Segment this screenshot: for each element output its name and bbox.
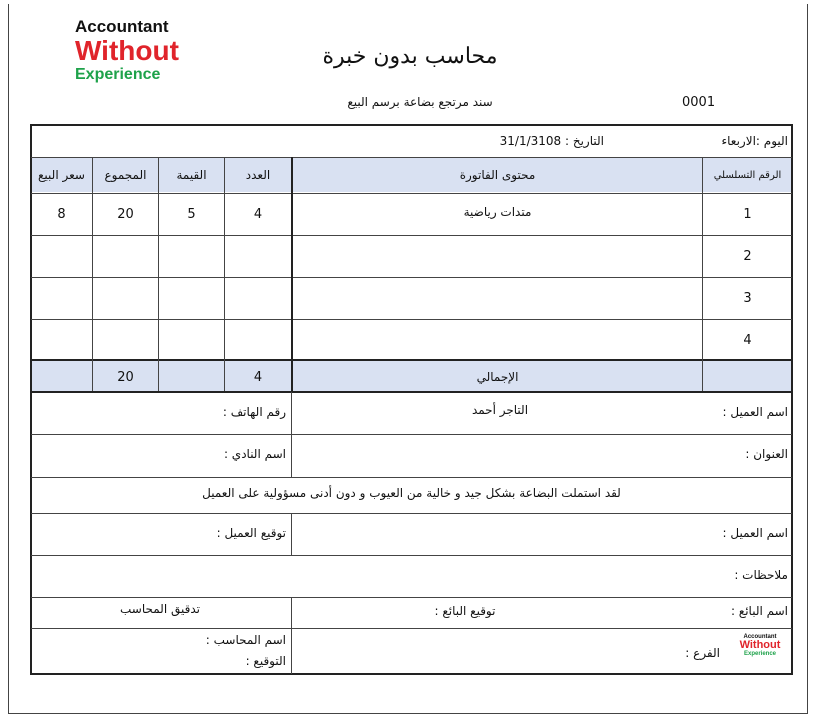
logo-line-1: Accountant (75, 17, 169, 36)
footer-logo-line-3: Experience (743, 651, 777, 657)
row1-total: 20 (117, 207, 134, 222)
date-label: التاريخ : 31/1/3108 (499, 134, 604, 148)
club-label: اسم النادي : (223, 447, 286, 461)
footer-logo-line-2: Without (739, 639, 781, 651)
branch-label: الفرع : (685, 646, 720, 660)
header-content: محتوى الفاتورة (459, 168, 536, 182)
totals-total: 20 (117, 370, 134, 385)
logo-line-3: Experience (75, 66, 161, 83)
footer-logo-line-1: Accountant (743, 634, 777, 640)
row1-serial: 1 (743, 207, 752, 222)
totals-label: الإجمالي (476, 370, 519, 384)
row1-content: متدات رياضية (463, 205, 532, 219)
footer-logo (736, 634, 784, 657)
totals-count: 4 (253, 370, 263, 385)
statement-text: لقد استملت البضاعة بشكل جيد و خالية من العيوب و دون أدنى مسؤولية على العميل (202, 486, 621, 500)
document-title: محاسب بدون خبرة (322, 44, 498, 69)
document-subtitle: سند مرتجع بضاعة برسم البيع (347, 95, 493, 109)
brand-logo (75, 18, 179, 83)
logo-line-2: Without (75, 35, 179, 66)
header-total: المجموع (104, 168, 147, 182)
accountant-audit-label: تدقيق المحاسب (120, 602, 200, 616)
accountant-name-label: اسم المحاسب : (205, 633, 286, 647)
signature-customer-name-label: اسم العميل : (722, 526, 788, 540)
seller-signature-label: توقيع البائع : (434, 604, 496, 618)
customer-name-value: التاجر أحمد (471, 403, 529, 417)
header-count: العدد (245, 168, 271, 182)
row4-serial: 4 (743, 333, 752, 348)
row3-serial: 3 (743, 291, 752, 306)
notes-label: ملاحظات : (734, 568, 788, 582)
seller-name-label: اسم البائع : (730, 604, 788, 618)
row1-count: 4 (253, 207, 263, 222)
accountant-signature-label: التوقيع : (245, 654, 286, 668)
row2-serial: 2 (743, 249, 752, 264)
row1-value: 5 (187, 207, 196, 222)
header-value: القيمة (176, 168, 207, 182)
row1-sale-price: 8 (57, 207, 66, 222)
header-serial: الرقم التسلسلي (713, 170, 782, 181)
header-sale-price: سعر البيع (38, 168, 85, 182)
document-number: 0001 (682, 95, 716, 110)
customer-name-label: اسم العميل : (722, 405, 788, 419)
customer-signature-label: توقيع العميل : (216, 526, 286, 540)
phone-label: رقم الهاتف : (222, 405, 286, 419)
day-label: اليوم :الاربعاء (721, 134, 788, 148)
address-label: العنوان : (745, 447, 788, 461)
